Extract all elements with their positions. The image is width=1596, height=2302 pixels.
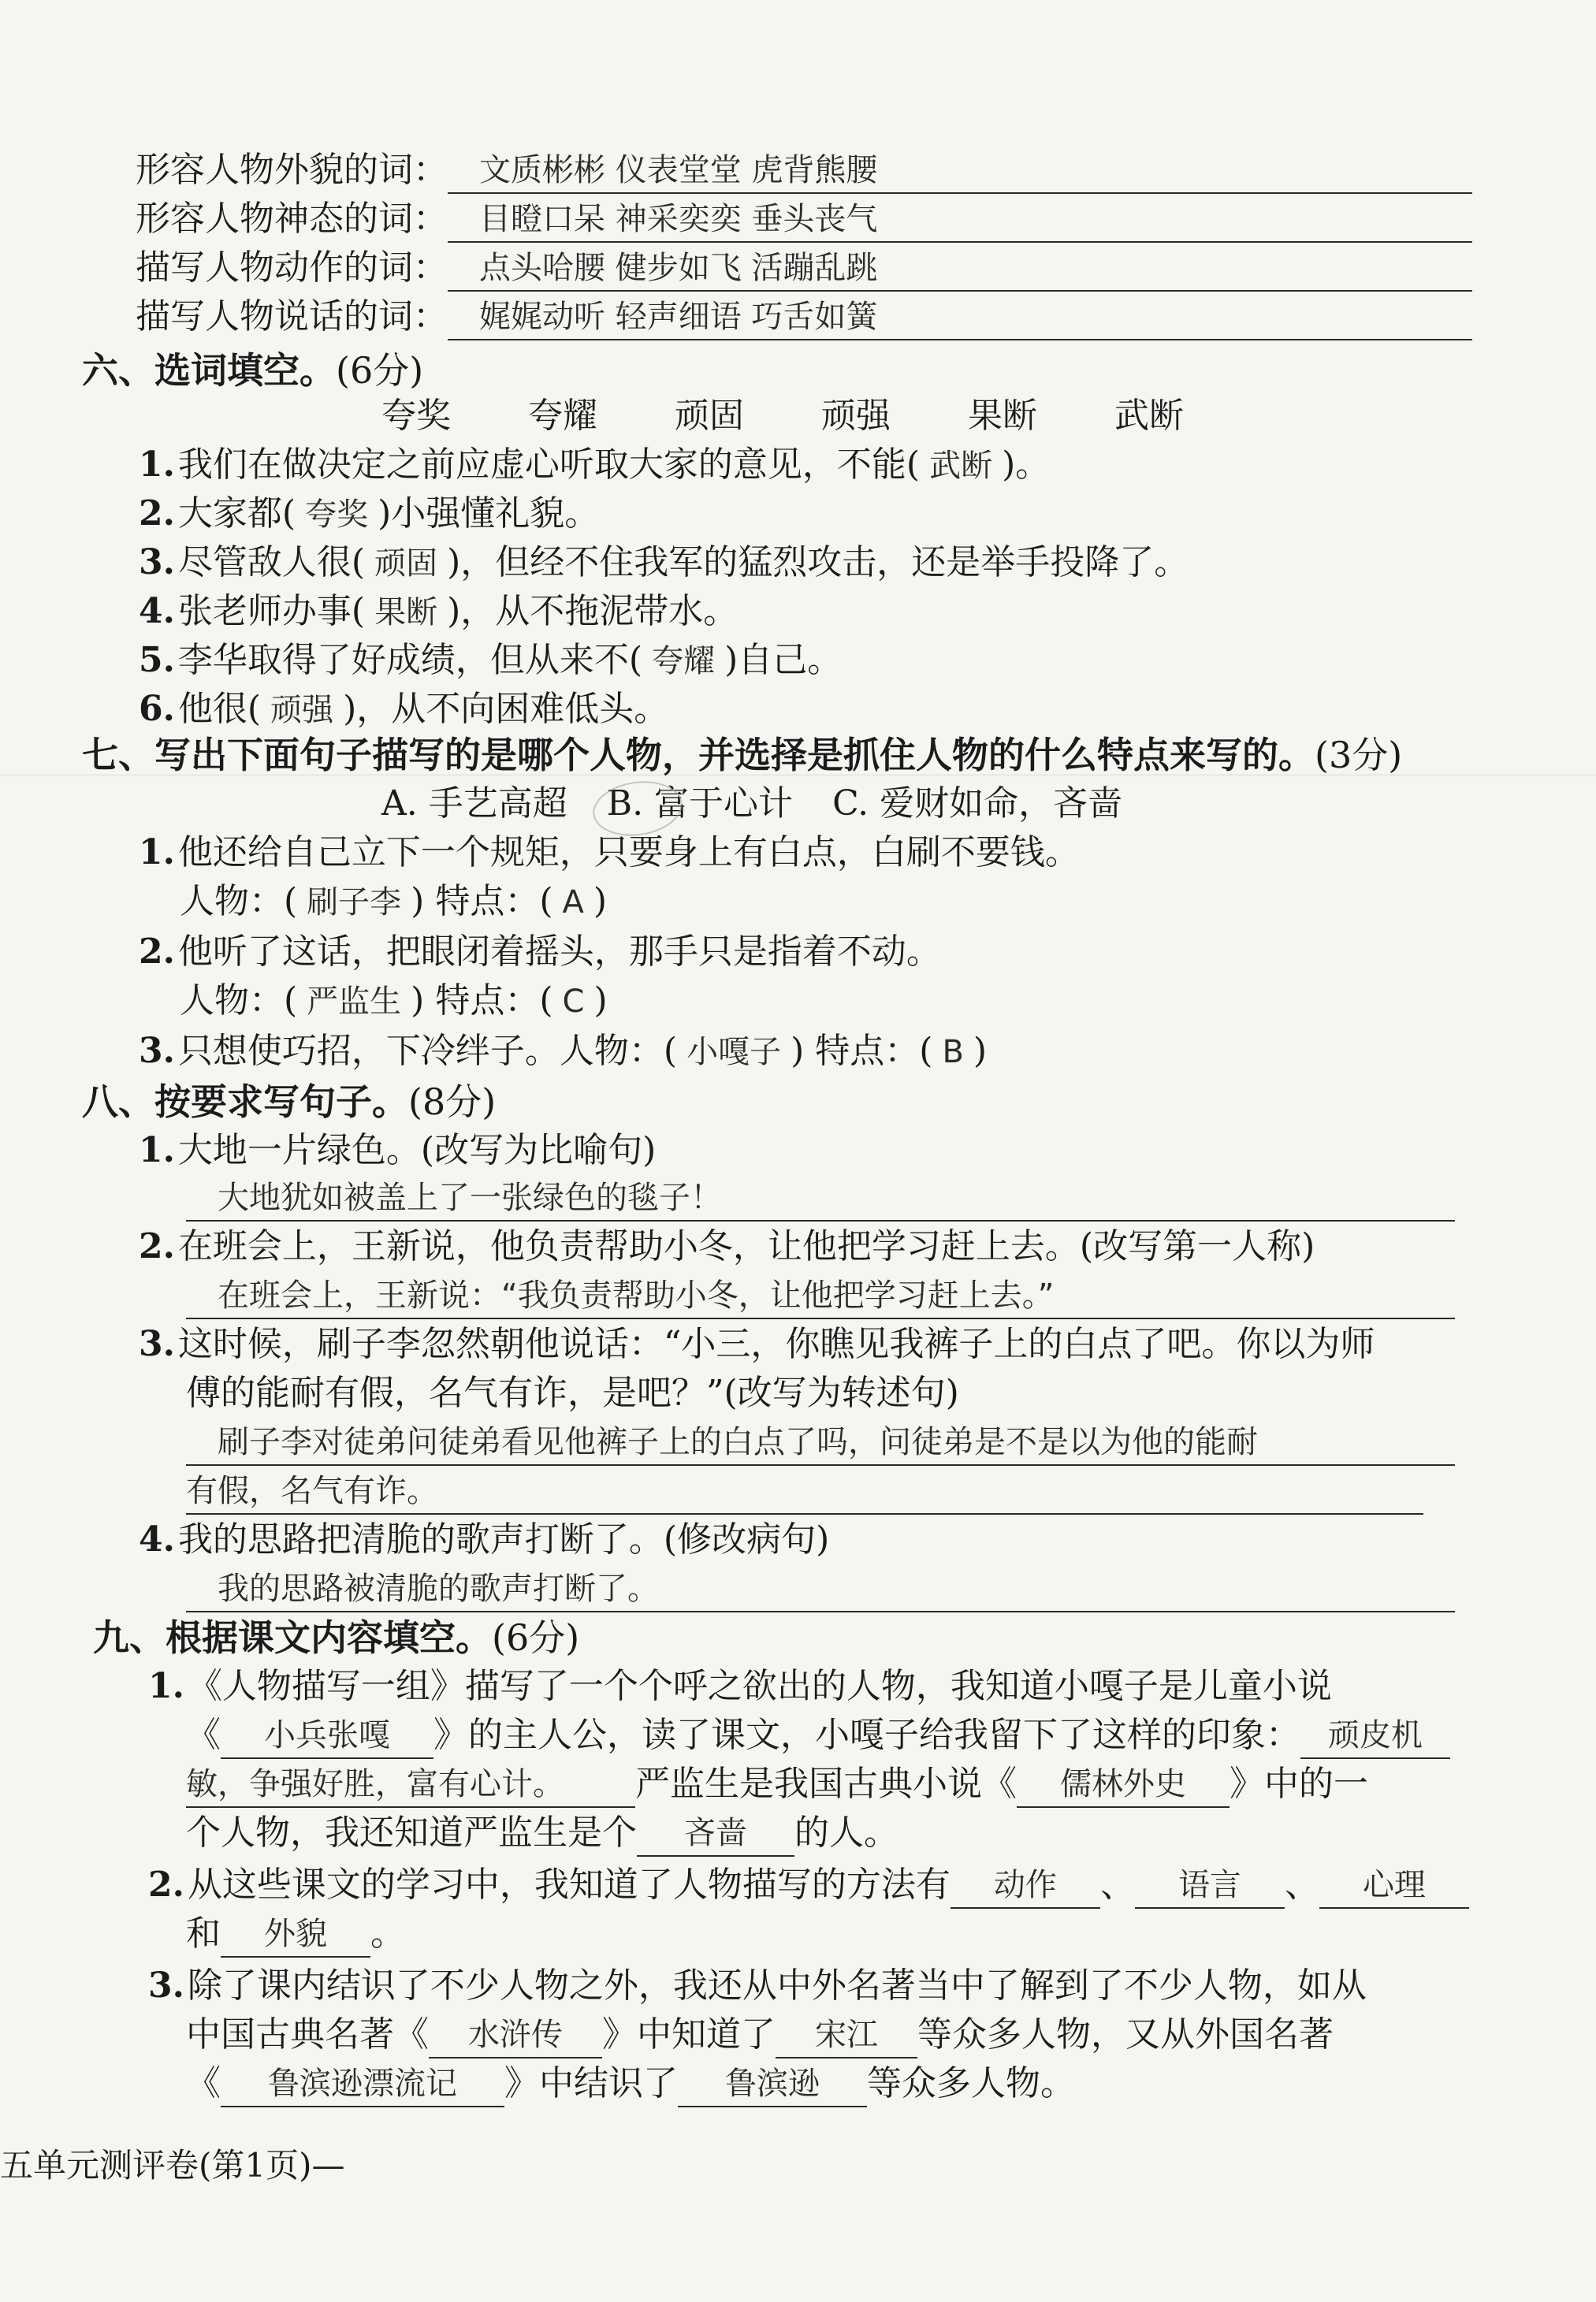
fill-item <box>139 686 668 734</box>
section-title: 九、根据课文内容填空。 <box>93 1616 492 1659</box>
section-7-heading <box>82 731 1402 779</box>
option: C. 爱财如命，吝啬 <box>832 783 1123 824</box>
choice-word: 武断 <box>1114 396 1184 436</box>
item-number: 5. <box>139 640 175 680</box>
handwritten-answer: A <box>562 884 584 920</box>
question <box>186 2060 1075 2107</box>
handwritten-answer: C <box>562 984 585 1020</box>
question-text: 只想使巧招，下冷绊子。人物：( <box>177 1031 678 1071</box>
handwritten-answer: 大地犹如被盖上了一张绿色的毯子！ <box>186 1176 1455 1222</box>
question-text: 《 <box>186 2063 221 2103</box>
handwritten-answer: 语言 <box>1135 1863 1285 1909</box>
question-text: 》中结识了 <box>504 2063 678 2103</box>
question-text: 的人。 <box>794 1813 898 1853</box>
question <box>148 1663 1332 1710</box>
fill-item <box>139 539 1189 587</box>
handwritten-answer: 刷子李 <box>307 884 402 920</box>
question-text: 他听了这话，把眼闭着摇头，那手只是指着不动。 <box>177 932 941 972</box>
vocab-row <box>136 293 1472 340</box>
question <box>139 1516 829 1564</box>
question-text: 》的主人公，读了课文，小嘎子给我留下了这样的印象： <box>433 1715 1300 1755</box>
question <box>186 1370 959 1417</box>
question <box>139 1127 656 1174</box>
section-title: 七、写出下面句子描写的是哪个人物，并选择是抓住人物的什么特点来写的。 <box>82 734 1315 776</box>
handwritten-answer: 儒林外史 <box>1017 1762 1230 1808</box>
choice-word: 顽强 <box>821 396 891 436</box>
label: 人物：( <box>180 881 298 921</box>
handwritten-answer: 心理 <box>1319 1863 1469 1909</box>
section-9-heading <box>93 1614 579 1661</box>
question <box>139 1028 987 1076</box>
item-text: 尽管敌人很( <box>177 542 366 582</box>
handwritten-answer: 小兵张嘎 <box>221 1713 433 1759</box>
question <box>186 1910 405 1958</box>
question-text: 中国古典名著《 <box>186 2014 429 2055</box>
answer-line <box>186 1565 1455 1612</box>
answer-line <box>186 1174 1455 1222</box>
question <box>139 1223 1315 1270</box>
vocab-label: 形容人物神态的词： <box>136 199 448 239</box>
item-number: 2. <box>148 1865 184 1905</box>
question-text: 《 <box>186 1715 221 1755</box>
item-text: )。 <box>1002 444 1051 485</box>
item-number: 3. <box>148 1965 184 2006</box>
handwritten-answer: 果断 <box>374 594 438 630</box>
item-number: 1. <box>139 1130 175 1170</box>
choice-word: 顽固 <box>675 396 744 436</box>
handwritten-answer: 鲁滨逊漂流记 <box>221 2062 504 2107</box>
question <box>139 928 941 976</box>
vocab-label: 描写人物动作的词： <box>136 247 448 288</box>
handwritten-answer: 顽强 <box>270 692 334 728</box>
question-text: 、 <box>1099 1865 1135 1905</box>
label: 人物：( <box>180 980 298 1021</box>
item-number: 4. <box>139 591 175 631</box>
question <box>139 1321 1375 1368</box>
question <box>186 1712 1450 1759</box>
question-text: 《人物描写一组》描写了一个个呼之欲出的人物，我知道小嘎子是儿童小说 <box>187 1666 1332 1706</box>
choice-word: 夸奖 <box>381 396 451 436</box>
item-number: 1. <box>139 444 175 485</box>
answer-line <box>186 1419 1455 1466</box>
label: ) 特点：( <box>411 881 553 921</box>
question-text: 傅的能耐有假，名气有诈，是吧？”(改写为转述句) <box>186 1373 959 1413</box>
item-number: 3. <box>139 1324 175 1364</box>
handwritten-answer: 在班会上，王新说：“我负责帮助小冬，让他把学习赶上去。” <box>186 1274 1455 1319</box>
question-text: 大地一片绿色。(改写为比喻句) <box>177 1130 657 1170</box>
handwritten-answer: B <box>942 1034 964 1070</box>
item-number: 1. <box>148 1666 184 1706</box>
section-score: (8分) <box>408 1080 497 1123</box>
item-text: 他很( <box>177 689 262 729</box>
section-score: (6分) <box>492 1616 580 1659</box>
label: ) 特点：( <box>411 980 553 1021</box>
question <box>186 1761 1368 1808</box>
question-text: 和 <box>186 1913 221 1954</box>
item-text: )小强懂礼貌。 <box>378 493 600 534</box>
question-text: 。 <box>370 1913 405 1954</box>
question-text: 等众多人物。 <box>867 2063 1075 2103</box>
section-title: 六、选词填空。 <box>82 349 336 392</box>
item-text: 我们在做决定之前应虚心听取大家的意见，不能( <box>177 444 921 485</box>
answer-line <box>186 1467 1423 1515</box>
section-8-heading <box>82 1078 496 1125</box>
choice-word: 夸耀 <box>528 396 597 436</box>
handwritten-answer: 顽固 <box>374 545 438 582</box>
question <box>139 829 1080 876</box>
question-text: 从这些课文的学习中，我知道了人物描写的方法有 <box>187 1865 951 1905</box>
question-text: 》中知道了 <box>602 2014 776 2055</box>
item-text: 张老师办事( <box>177 591 366 631</box>
handwritten-answer: 我的思路被清脆的歌声打断了。 <box>186 1567 1455 1612</box>
handwritten-answer: 夸耀 <box>652 643 716 679</box>
item-number: 3. <box>139 542 175 582</box>
section-title: 八、按要求写句子。 <box>82 1080 408 1123</box>
word-choices <box>381 392 1261 440</box>
handwritten-answer: 顽皮机 <box>1300 1713 1450 1759</box>
vocab-label: 形容人物外貌的词： <box>136 150 448 190</box>
answer-line <box>186 1272 1455 1319</box>
option: B. 富于心计 <box>606 783 794 824</box>
vocab-row <box>136 244 1472 292</box>
question-text: 严监生是我国古典小说《 <box>635 1764 1017 1804</box>
handwritten-answer: 刷子李对徒弟问徒弟看见他裤子上的白点了吗，问徒弟是不是以为他的能耐 <box>186 1420 1455 1466</box>
handwritten-answer: 鲁滨逊 <box>678 2062 867 2107</box>
section-6-heading <box>82 347 423 394</box>
page-footer: 五单元测评卷(第1页)— <box>0 2146 345 2185</box>
item-number: 2. <box>139 493 175 534</box>
handwritten-answer: 宋江 <box>776 2013 917 2058</box>
question <box>148 1962 1367 2010</box>
vocab-answer: 文质彬彬 仪表堂堂 虎背熊腰 <box>448 148 1472 194</box>
item-number: 2. <box>139 1226 175 1266</box>
question-text: 》中的一 <box>1230 1764 1368 1804</box>
question <box>148 1861 1469 1909</box>
handwritten-answer: 小嘎子 <box>686 1034 782 1070</box>
question-text: 个人物，我还知道严监生是个 <box>186 1813 637 1853</box>
fill-item <box>139 588 738 636</box>
vocab-answer: 点头哈腰 健步如飞 活蹦乱跳 <box>448 246 1472 292</box>
option: A. 手艺高超 <box>381 783 567 824</box>
item-text: )自己。 <box>724 640 843 680</box>
question <box>186 2011 1334 2058</box>
fill-item <box>139 637 842 685</box>
item-number: 6. <box>139 689 175 729</box>
answer-row <box>180 977 608 1025</box>
answer-row <box>180 878 607 926</box>
question-text: 在班会上，王新说，他负责帮助小冬，让他把学习赶上去。(改写第一人称) <box>177 1226 1315 1266</box>
item-number: 1. <box>139 832 175 872</box>
question <box>186 1809 898 1857</box>
vocab-row <box>136 195 1472 243</box>
handwritten-answer: 外貌 <box>221 1912 370 1958</box>
label: ) <box>593 881 608 921</box>
item-number: 4. <box>139 1519 175 1560</box>
handwritten-answer: 夸奖 <box>305 496 369 533</box>
handwritten-answer: 严监生 <box>307 984 402 1020</box>
question-text: 、 <box>1284 1865 1319 1905</box>
handwritten-answer: 武断 <box>929 448 993 484</box>
section-score: (3分) <box>1315 734 1403 776</box>
vocab-answer: 娓娓动听 轻声细语 巧舌如簧 <box>448 295 1472 340</box>
question-text: 除了课内结识了不少人物之外，我还从中外名著当中了解到了不少人物，如从 <box>187 1965 1367 2006</box>
item-text: )，从不向困难低头。 <box>343 689 669 729</box>
item-number: 2. <box>139 932 175 972</box>
fill-item <box>139 490 599 538</box>
handwritten-answer: 有假，名气有诈。 <box>186 1469 1423 1515</box>
trait-options <box>381 780 1162 827</box>
item-text: 李华取得了好成绩，但从来不( <box>177 640 643 680</box>
label: ) <box>593 980 608 1021</box>
question-text: 这时候，刷子李忽然朝他说话：“小三，你瞧见我裤子上的白点了吧。你以为师 <box>177 1324 1375 1364</box>
section-score: (6分) <box>336 349 424 392</box>
item-text: 大家都( <box>177 493 296 534</box>
item-text: )，从不拖泥带水。 <box>447 591 738 631</box>
choice-word: 果断 <box>968 396 1037 436</box>
label: ) 特点：( <box>791 1031 933 1071</box>
handwritten-answer: 动作 <box>951 1863 1100 1909</box>
handwritten-answer: 敏，争强好胜，富有心计。 <box>186 1762 635 1808</box>
vocab-row <box>136 147 1472 194</box>
vocab-answer: 目瞪口呆 神采奕奕 垂头丧气 <box>448 197 1472 243</box>
handwritten-answer: 水浒传 <box>429 2013 602 2058</box>
question-text: 我的思路把清脆的歌声打断了。(修改病句) <box>177 1519 830 1560</box>
label: ) <box>973 1031 988 1071</box>
item-text: )，但经不住我军的猛烈攻击，还是举手投降了。 <box>447 542 1189 582</box>
vocab-label: 描写人物说话的词： <box>136 296 448 337</box>
fill-item <box>139 441 1050 489</box>
handwritten-answer: 吝啬 <box>637 1811 794 1857</box>
question-text: 他还给自己立下一个规矩，只要身上有白点，白刷不要钱。 <box>177 832 1080 872</box>
item-number: 3. <box>139 1031 175 1071</box>
question-text: 等众多人物，又从外国名著 <box>917 2014 1334 2055</box>
